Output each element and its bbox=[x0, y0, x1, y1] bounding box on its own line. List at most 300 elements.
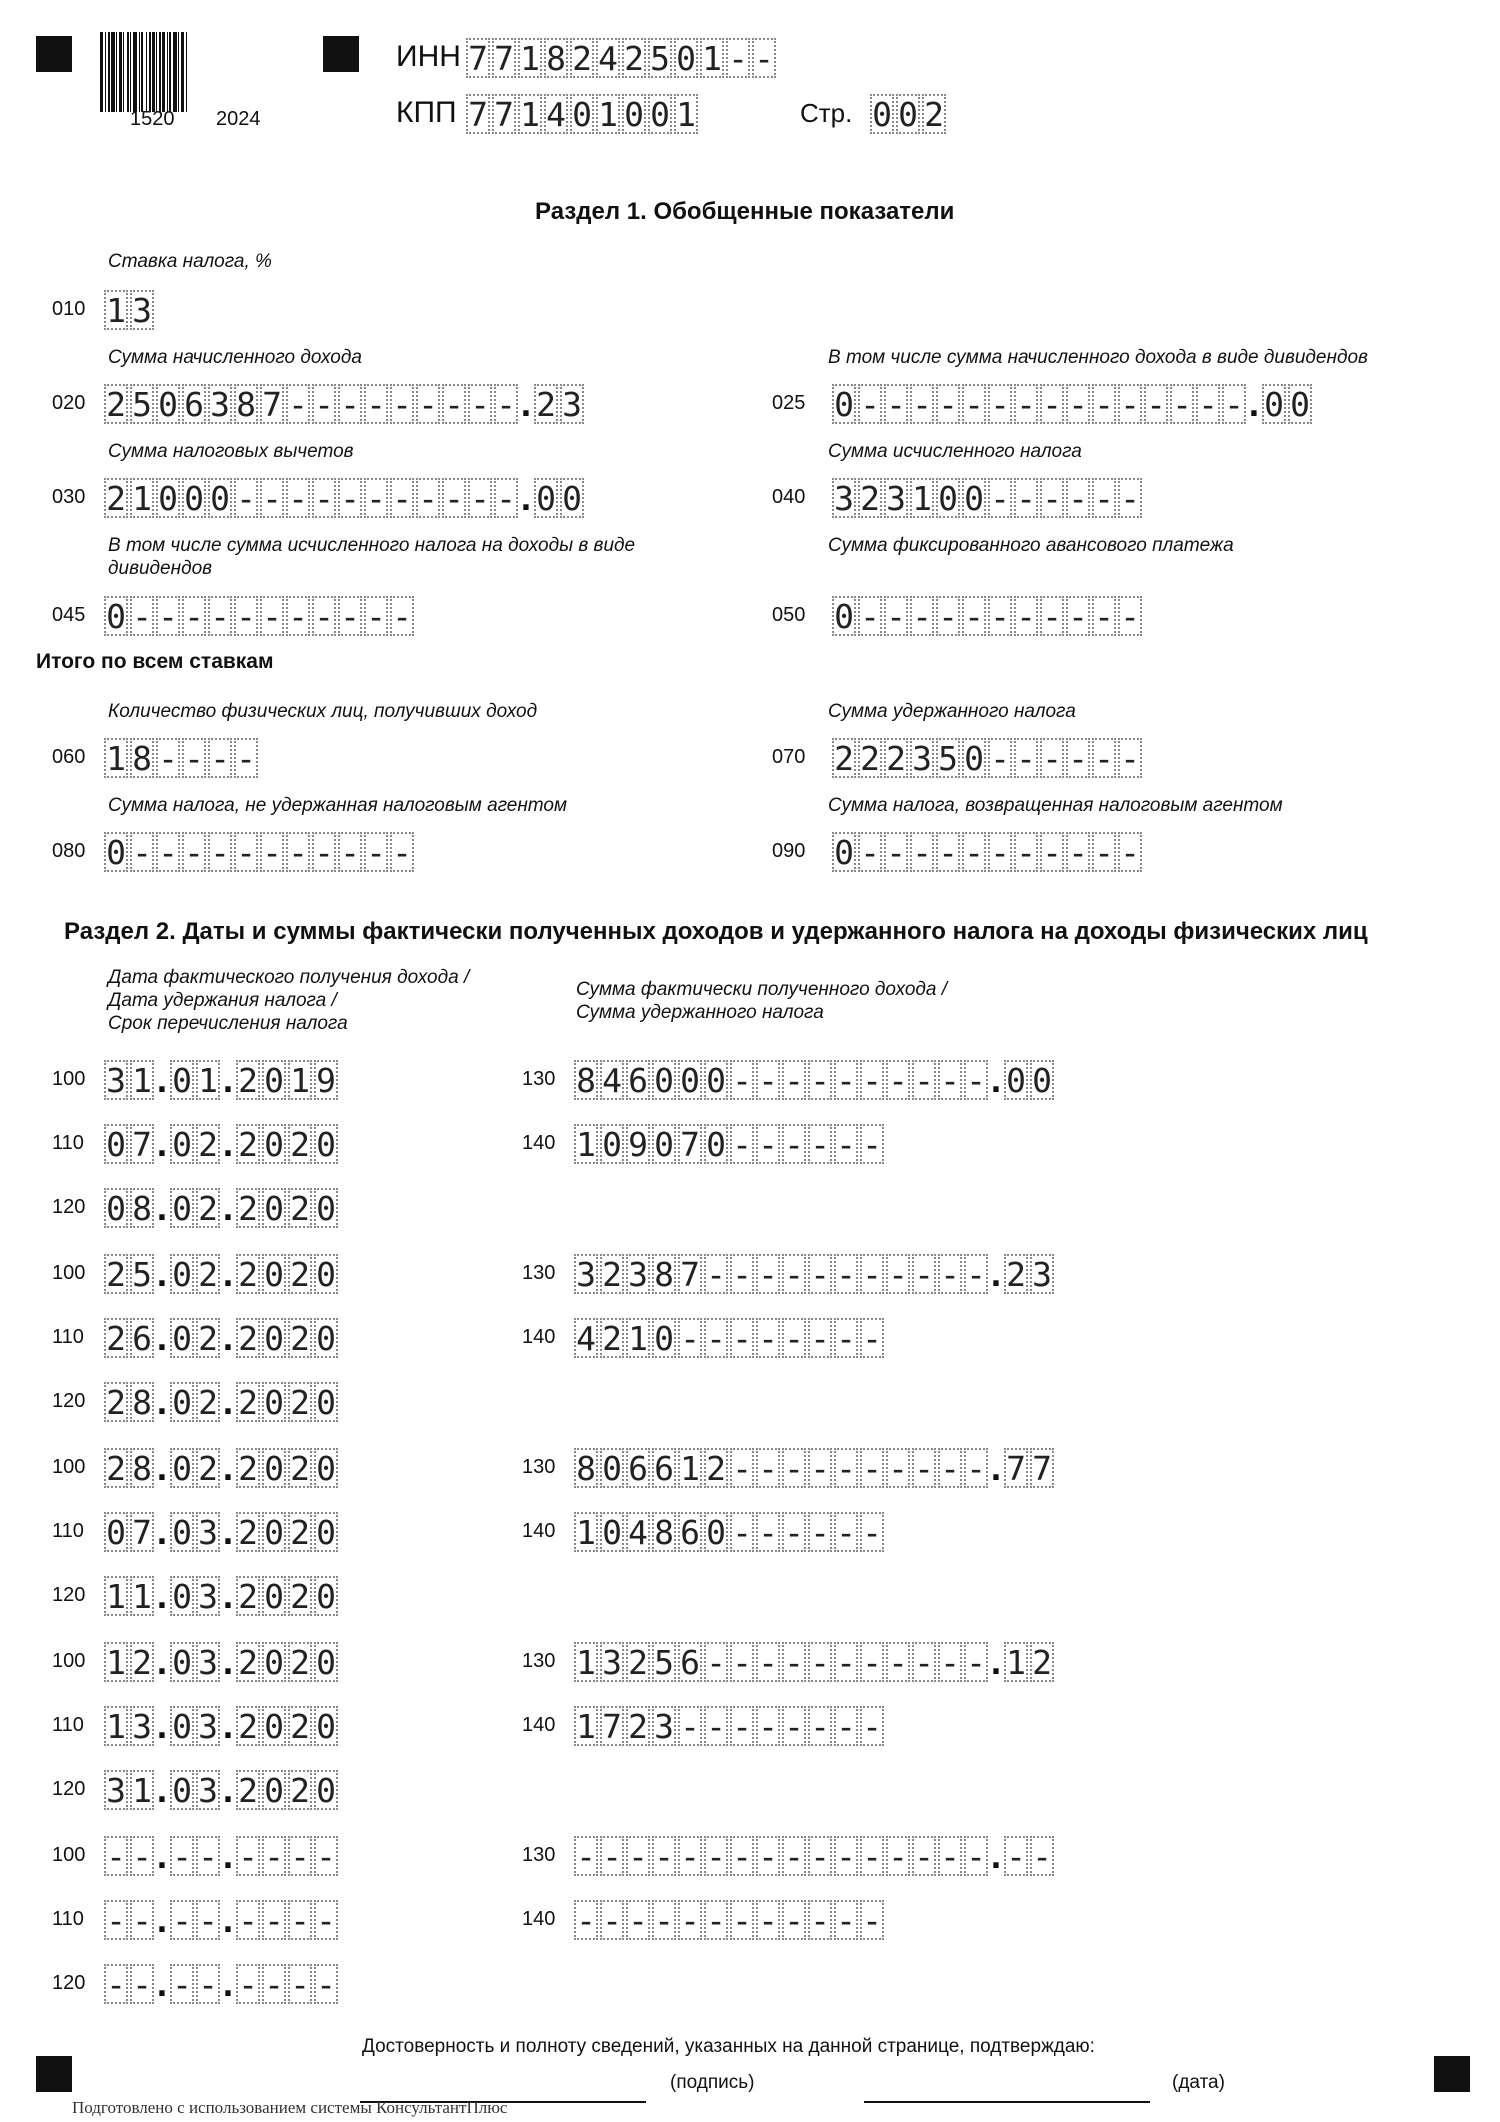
date-110-cell: 3 bbox=[130, 1706, 154, 1746]
date-separator: . bbox=[156, 1129, 168, 1164]
field-020-cell: - bbox=[338, 384, 362, 424]
withheld-tax-cell: - bbox=[704, 1900, 728, 1940]
line-code-120: 120 bbox=[52, 1196, 86, 1218]
date-120-cell: 2 bbox=[236, 1188, 260, 1228]
date-caption: (дата) bbox=[1172, 2072, 1225, 2093]
field-090-cell: - bbox=[988, 832, 1012, 872]
date-100-cell: 1 bbox=[288, 1060, 312, 1100]
withheld-tax-cell: - bbox=[600, 1900, 624, 1940]
date-110-cell: 6 bbox=[130, 1318, 154, 1358]
field-050-cell: - bbox=[988, 596, 1012, 636]
date-100-cell: 2 bbox=[288, 1448, 312, 1488]
date-field-100[interactable] bbox=[104, 1254, 340, 1294]
income-amount-cell: - bbox=[912, 1642, 936, 1682]
field-040[interactable] bbox=[832, 478, 1144, 518]
line-code-110: 110 bbox=[52, 1132, 84, 1154]
field-040-cell: - bbox=[1014, 478, 1038, 518]
line-code-070: 070 bbox=[772, 746, 806, 768]
withheld-tax-field[interactable] bbox=[574, 1706, 886, 1746]
field-090-label: Сумма налога, возвращенная налоговым агентом bbox=[828, 795, 1283, 816]
date-field-110[interactable] bbox=[104, 1512, 340, 1552]
income-amount-cell: - bbox=[860, 1060, 884, 1100]
field-050-cell: - bbox=[1014, 596, 1038, 636]
field-070-cell: 5 bbox=[936, 738, 960, 778]
date-110-cell: 0 bbox=[104, 1512, 128, 1552]
date-separator: . bbox=[222, 1259, 234, 1294]
field-080[interactable] bbox=[104, 832, 416, 872]
date-110-cell: - bbox=[262, 1900, 286, 1940]
kpp-cell: 0 bbox=[570, 94, 594, 134]
line-code-020: 020 bbox=[52, 392, 86, 414]
date-field-100[interactable] bbox=[104, 1448, 340, 1488]
field-040-cell: - bbox=[1092, 478, 1116, 518]
date-100-cell: 3 bbox=[104, 1060, 128, 1100]
withheld-tax-cell: - bbox=[730, 1512, 754, 1552]
date-110-cell: - bbox=[104, 1900, 128, 1940]
income-amount-cell: - bbox=[834, 1254, 858, 1294]
field-030-cell: 0 bbox=[208, 478, 232, 518]
line-code-110: 110 bbox=[52, 1326, 84, 1348]
field-040-cell: 0 bbox=[936, 478, 960, 518]
field-070-cell: - bbox=[1066, 738, 1090, 778]
page-cell: 0 bbox=[870, 94, 894, 134]
income-amount-cell: - bbox=[730, 1642, 754, 1682]
date-120-cell: 2 bbox=[236, 1382, 260, 1422]
income-amount-cell: - bbox=[782, 1642, 806, 1682]
income-amount-cell: - bbox=[756, 1836, 780, 1876]
field-030-label: Сумма налоговых вычетов bbox=[108, 441, 354, 462]
field-050-cell: - bbox=[858, 596, 882, 636]
date-100-cell: 0 bbox=[262, 1254, 286, 1294]
date-120-cell: 3 bbox=[196, 1770, 220, 1810]
date-120-cell: 2 bbox=[288, 1770, 312, 1810]
line-code-080: 080 bbox=[52, 840, 86, 862]
income-kopecks-cell: 7 bbox=[1030, 1448, 1054, 1488]
income-amount-cell: 0 bbox=[600, 1448, 624, 1488]
field-050-cell: - bbox=[884, 596, 908, 636]
line-code-130: 130 bbox=[522, 1068, 556, 1090]
field-045[interactable] bbox=[104, 596, 416, 636]
income-amount-cell: - bbox=[678, 1836, 702, 1876]
date-field-100[interactable] bbox=[104, 1836, 340, 1876]
barcode bbox=[100, 32, 290, 112]
line-code-110: 110 bbox=[52, 1520, 84, 1542]
date-100-cell: 2 bbox=[288, 1642, 312, 1682]
date-100-cell: 2 bbox=[130, 1642, 154, 1682]
income-amount-cell: 2 bbox=[704, 1448, 728, 1488]
withheld-tax-cell: - bbox=[704, 1706, 728, 1746]
date-120-cell: 1 bbox=[130, 1770, 154, 1810]
date-100-cell: 9 bbox=[314, 1060, 338, 1100]
income-amount-cell: - bbox=[782, 1060, 806, 1100]
date-field-120[interactable] bbox=[104, 1964, 340, 2004]
line-code-140: 140 bbox=[522, 1908, 556, 1930]
income-amount-cell: 1 bbox=[574, 1642, 598, 1682]
income-amount-cell: - bbox=[808, 1254, 832, 1294]
date-100-cell: 0 bbox=[170, 1642, 194, 1682]
field-025-cell: - bbox=[988, 384, 1012, 424]
date-110-cell: 0 bbox=[262, 1124, 286, 1164]
income-amount-field[interactable] bbox=[574, 1836, 1056, 1876]
income-kopecks-cell: 2 bbox=[1030, 1642, 1054, 1682]
field-090-cell: - bbox=[1118, 832, 1142, 872]
line-code-100: 100 bbox=[52, 1650, 86, 1672]
withheld-tax-cell: - bbox=[834, 1512, 858, 1552]
withheld-tax-cell: - bbox=[626, 1900, 650, 1940]
date-120-cell: 8 bbox=[130, 1188, 154, 1228]
date-120-cell: 3 bbox=[104, 1770, 128, 1810]
date-120-cell: 0 bbox=[314, 1576, 338, 1616]
field-025[interactable] bbox=[832, 384, 1314, 424]
field-020-cell: 7 bbox=[260, 384, 284, 424]
date-110-cell: - bbox=[196, 1900, 220, 1940]
withheld-tax-cell: - bbox=[782, 1318, 806, 1358]
field-020[interactable] bbox=[104, 384, 586, 424]
withheld-tax-cell: 6 bbox=[678, 1512, 702, 1552]
withheld-tax-cell: - bbox=[756, 1124, 780, 1164]
prepared-note: Подготовлено с использованием системы КонсультантПлюс bbox=[72, 2098, 508, 2117]
field-030-kopecks-cell: 0 bbox=[560, 478, 584, 518]
field-030-cell: - bbox=[364, 478, 388, 518]
date-120-cell: 0 bbox=[314, 1770, 338, 1810]
date-separator: . bbox=[156, 1581, 168, 1616]
withheld-tax-cell: 7 bbox=[600, 1706, 624, 1746]
field-090-cell: - bbox=[936, 832, 960, 872]
income-amount-cell: - bbox=[938, 1448, 962, 1488]
income-amount-cell: - bbox=[886, 1254, 910, 1294]
line-code-045: 045 bbox=[52, 604, 86, 626]
field-025-cell: 0 bbox=[832, 384, 856, 424]
withheld-tax-cell: 4 bbox=[626, 1512, 650, 1552]
date-separator: . bbox=[156, 1193, 168, 1228]
field-090-cell: - bbox=[858, 832, 882, 872]
withheld-tax-cell: - bbox=[808, 1512, 832, 1552]
field-050-label: Сумма фиксированного авансового платежа bbox=[828, 535, 1234, 556]
field-070-cell: 0 bbox=[962, 738, 986, 778]
field-020-cell: 8 bbox=[234, 384, 258, 424]
field-070-cell: - bbox=[1118, 738, 1142, 778]
field-050-cell: - bbox=[1040, 596, 1064, 636]
field-080-cell: - bbox=[130, 832, 154, 872]
income-kopecks-cell: - bbox=[1030, 1836, 1054, 1876]
date-110-cell: 2 bbox=[288, 1706, 312, 1746]
field-030-cell: - bbox=[390, 478, 414, 518]
date-120-cell: - bbox=[196, 1964, 220, 2004]
line-code-120: 120 bbox=[52, 1972, 86, 1994]
line-code-040: 040 bbox=[772, 486, 806, 508]
date-100-cell: - bbox=[262, 1836, 286, 1876]
withheld-tax-cell: - bbox=[782, 1900, 806, 1940]
page-cell: 2 bbox=[922, 94, 946, 134]
line-code-010: 010 bbox=[52, 298, 86, 320]
income-amount-cell: - bbox=[834, 1060, 858, 1100]
field-040-cell: - bbox=[1040, 478, 1064, 518]
income-amount-cell: - bbox=[808, 1448, 832, 1488]
date-110-cell: 1 bbox=[104, 1706, 128, 1746]
field-060-cell: - bbox=[156, 738, 180, 778]
field-090-cell: - bbox=[884, 832, 908, 872]
kpp-field[interactable] bbox=[466, 94, 700, 134]
date-100-cell: - bbox=[196, 1836, 220, 1876]
field-030-cell: - bbox=[416, 478, 440, 518]
income-kopecks-cell: - bbox=[1004, 1836, 1028, 1876]
income-amount-cell: 6 bbox=[626, 1060, 650, 1100]
field-045-cell: 0 bbox=[104, 596, 128, 636]
field-025-cell: - bbox=[1092, 384, 1116, 424]
line-code-140: 140 bbox=[522, 1132, 556, 1154]
income-amount-cell: 6 bbox=[678, 1642, 702, 1682]
field-030-cell: - bbox=[260, 478, 284, 518]
inn-cell: 5 bbox=[648, 38, 672, 78]
field-030-cell: - bbox=[494, 478, 518, 518]
date-120-cell: - bbox=[314, 1964, 338, 2004]
date-120-cell: 2 bbox=[288, 1576, 312, 1616]
income-amount-field[interactable] bbox=[574, 1060, 1056, 1100]
income-amount-cell: - bbox=[938, 1836, 962, 1876]
date-120-cell: - bbox=[130, 1964, 154, 2004]
withheld-tax-cell: - bbox=[860, 1512, 884, 1552]
line-code-050: 050 bbox=[772, 604, 806, 626]
withheld-tax-cell: - bbox=[730, 1706, 754, 1746]
inn-cell: 2 bbox=[570, 38, 594, 78]
withheld-tax-cell: - bbox=[756, 1706, 780, 1746]
date-separator: . bbox=[222, 1387, 234, 1422]
date-110-cell: 0 bbox=[170, 1318, 194, 1358]
withheld-tax-field[interactable] bbox=[574, 1318, 886, 1358]
withheld-tax-cell: - bbox=[860, 1124, 884, 1164]
date-field-110[interactable] bbox=[104, 1900, 340, 1940]
line-code-030: 030 bbox=[52, 486, 86, 508]
corner-marker-top-center bbox=[323, 36, 359, 72]
income-amount-field[interactable] bbox=[574, 1448, 1056, 1488]
income-amount-cell: 6 bbox=[652, 1448, 676, 1488]
date-120-cell: 1 bbox=[104, 1576, 128, 1616]
line-code-090: 090 bbox=[772, 840, 806, 862]
date-120-cell: 0 bbox=[170, 1188, 194, 1228]
income-amount-cell: 3 bbox=[600, 1642, 624, 1682]
date-120-cell: 0 bbox=[262, 1188, 286, 1228]
line-code-110: 110 bbox=[52, 1908, 84, 1930]
date-field-110[interactable] bbox=[104, 1706, 340, 1746]
withheld-tax-cell: - bbox=[652, 1900, 676, 1940]
date-120-cell: 0 bbox=[170, 1382, 194, 1422]
date-110-cell: 0 bbox=[170, 1706, 194, 1746]
withheld-tax-field[interactable] bbox=[574, 1900, 886, 1940]
date-120-cell: 2 bbox=[196, 1382, 220, 1422]
field-060-cell: 1 bbox=[104, 738, 128, 778]
date-separator: . bbox=[156, 1905, 168, 1940]
kpp-cell: 1 bbox=[596, 94, 620, 134]
date-120-cell: 1 bbox=[130, 1576, 154, 1616]
date-100-cell: 0 bbox=[314, 1254, 338, 1294]
field-020-cell: 5 bbox=[130, 384, 154, 424]
withheld-tax-cell: 2 bbox=[626, 1706, 650, 1746]
income-amount-cell: - bbox=[808, 1836, 832, 1876]
inn-cell: - bbox=[726, 38, 750, 78]
field-020-kopecks-cell: 2 bbox=[534, 384, 558, 424]
date-separator: . bbox=[222, 1581, 234, 1616]
field-040-cell: - bbox=[988, 478, 1012, 518]
inn-field[interactable] bbox=[466, 38, 778, 78]
income-amount-field[interactable] bbox=[574, 1254, 1056, 1294]
date-field-120[interactable] bbox=[104, 1576, 340, 1616]
field-070-cell: - bbox=[988, 738, 1012, 778]
date-100-cell: 0 bbox=[262, 1642, 286, 1682]
field-025-kopecks-cell: 0 bbox=[1262, 384, 1286, 424]
date-120-cell: 0 bbox=[262, 1770, 286, 1810]
date-110-cell: 7 bbox=[130, 1124, 154, 1164]
decimal-point: . bbox=[1248, 389, 1260, 424]
withheld-tax-cell: - bbox=[704, 1318, 728, 1358]
date-110-cell: 0 bbox=[262, 1512, 286, 1552]
line-code-130: 130 bbox=[522, 1262, 556, 1284]
withheld-tax-cell: 1 bbox=[574, 1512, 598, 1552]
income-amount-field[interactable] bbox=[574, 1642, 1056, 1682]
field-040-cell: - bbox=[1118, 478, 1142, 518]
date-field-120[interactable] bbox=[104, 1770, 340, 1810]
field-030-cell: - bbox=[338, 478, 362, 518]
inn-cell: 7 bbox=[466, 38, 490, 78]
field-025-cell: - bbox=[1222, 384, 1246, 424]
field-020-cell: - bbox=[390, 384, 414, 424]
income-amount-cell: - bbox=[730, 1836, 754, 1876]
date-100-cell: - bbox=[104, 1836, 128, 1876]
withheld-tax-cell: 1 bbox=[574, 1124, 598, 1164]
field-025-cell: - bbox=[1144, 384, 1168, 424]
date-field-110[interactable] bbox=[104, 1124, 340, 1164]
date-100-cell: 2 bbox=[236, 1448, 260, 1488]
decimal-point: . bbox=[520, 483, 532, 518]
field-050-cell: - bbox=[910, 596, 934, 636]
field-030[interactable] bbox=[104, 478, 586, 518]
line-code-130: 130 bbox=[522, 1456, 556, 1478]
date-field-110[interactable] bbox=[104, 1318, 340, 1358]
field-025-cell: - bbox=[1040, 384, 1064, 424]
field-080-cell: - bbox=[156, 832, 180, 872]
corner-marker-bottom-right bbox=[1434, 2056, 1470, 2092]
date-field-100[interactable] bbox=[104, 1060, 340, 1100]
date-110-cell: 0 bbox=[262, 1706, 286, 1746]
confirmation-text: Достоверность и полноту сведений, указанных на данной странице, подтверждаю: bbox=[362, 2036, 1095, 2057]
field-030-cell: - bbox=[442, 478, 466, 518]
field-050[interactable] bbox=[832, 596, 1144, 636]
line-code-140: 140 bbox=[522, 1520, 556, 1542]
withheld-tax-cell: - bbox=[756, 1900, 780, 1940]
income-amount-cell: - bbox=[808, 1060, 832, 1100]
date-100-cell: 2 bbox=[236, 1060, 260, 1100]
date-110-cell: 3 bbox=[196, 1706, 220, 1746]
field-070[interactable] bbox=[832, 738, 1144, 778]
field-090-cell: - bbox=[1040, 832, 1064, 872]
income-amount-cell: - bbox=[860, 1642, 884, 1682]
income-amount-cell: - bbox=[886, 1060, 910, 1100]
date-line[interactable] bbox=[864, 2101, 1150, 2103]
date-field-100[interactable] bbox=[104, 1642, 340, 1682]
field-060-cell: 8 bbox=[130, 738, 154, 778]
kpp-cell: 4 bbox=[544, 94, 568, 134]
kpp-cell: 0 bbox=[648, 94, 672, 134]
field-025-cell: - bbox=[910, 384, 934, 424]
income-amount-cell: - bbox=[912, 1254, 936, 1294]
section2-col2-header-line1: Сумма фактически полученного дохода / bbox=[576, 979, 948, 1000]
field-025-cell: - bbox=[1196, 384, 1220, 424]
page-number-field[interactable] bbox=[870, 94, 948, 134]
withheld-tax-field[interactable] bbox=[574, 1124, 886, 1164]
income-amount-cell: - bbox=[860, 1448, 884, 1488]
field-090[interactable] bbox=[832, 832, 1144, 872]
date-100-cell: 1 bbox=[104, 1642, 128, 1682]
field-025-cell: - bbox=[858, 384, 882, 424]
income-amount-cell: 2 bbox=[626, 1642, 650, 1682]
date-separator: . bbox=[156, 1259, 168, 1294]
date-separator: . bbox=[156, 1323, 168, 1358]
decimal-point: . bbox=[990, 1453, 1002, 1488]
date-100-cell: 0 bbox=[314, 1448, 338, 1488]
withheld-tax-cell: - bbox=[834, 1124, 858, 1164]
field-090-cell: - bbox=[962, 832, 986, 872]
field-030-kopecks-cell: 0 bbox=[534, 478, 558, 518]
field-025-cell: - bbox=[1066, 384, 1090, 424]
date-120-cell: 2 bbox=[196, 1188, 220, 1228]
income-amount-cell: - bbox=[964, 1060, 988, 1100]
withheld-tax-field[interactable] bbox=[574, 1512, 886, 1552]
line-code-140: 140 bbox=[522, 1326, 556, 1348]
withheld-tax-cell: 0 bbox=[600, 1512, 624, 1552]
date-field-120[interactable] bbox=[104, 1188, 340, 1228]
date-separator: . bbox=[156, 1453, 168, 1488]
date-separator: . bbox=[156, 1647, 168, 1682]
income-amount-cell: - bbox=[756, 1060, 780, 1100]
date-100-cell: 2 bbox=[236, 1254, 260, 1294]
date-100-cell: 2 bbox=[196, 1254, 220, 1294]
date-110-cell: 0 bbox=[170, 1512, 194, 1552]
income-amount-cell: - bbox=[912, 1836, 936, 1876]
date-110-cell: 0 bbox=[262, 1318, 286, 1358]
income-kopecks-cell: 0 bbox=[1030, 1060, 1054, 1100]
income-amount-cell: - bbox=[964, 1254, 988, 1294]
withheld-tax-cell: - bbox=[808, 1706, 832, 1746]
section2-col1-header-line2: Дата удержания налога / bbox=[108, 990, 337, 1011]
field-010[interactable] bbox=[104, 290, 156, 330]
inn-label: ИНН bbox=[396, 40, 461, 73]
income-kopecks-cell: 1 bbox=[1004, 1642, 1028, 1682]
income-amount-cell: - bbox=[730, 1060, 754, 1100]
withheld-tax-cell: - bbox=[808, 1318, 832, 1358]
withheld-tax-cell: - bbox=[730, 1124, 754, 1164]
field-030-cell: - bbox=[286, 478, 310, 518]
field-030-cell: - bbox=[468, 478, 492, 518]
field-020-cell: - bbox=[494, 384, 518, 424]
date-120-cell: 0 bbox=[314, 1382, 338, 1422]
field-025-cell: - bbox=[962, 384, 986, 424]
line-code-130: 130 bbox=[522, 1844, 556, 1866]
withheld-tax-cell: 9 bbox=[626, 1124, 650, 1164]
withheld-tax-cell: 1 bbox=[626, 1318, 650, 1358]
inn-cell: 7 bbox=[492, 38, 516, 78]
withheld-tax-cell: - bbox=[678, 1318, 702, 1358]
date-field-120[interactable] bbox=[104, 1382, 340, 1422]
income-amount-cell: - bbox=[938, 1642, 962, 1682]
line-code-060: 060 bbox=[52, 746, 86, 768]
date-120-cell: 2 bbox=[236, 1576, 260, 1616]
date-120-cell: - bbox=[262, 1964, 286, 2004]
field-060-label: Количество физических лиц, получивших доход bbox=[108, 701, 538, 722]
section2-col2-header-line2: Сумма удержанного налога bbox=[576, 1002, 824, 1023]
withheld-tax-cell: - bbox=[782, 1512, 806, 1552]
field-060[interactable] bbox=[104, 738, 260, 778]
date-110-cell: 2 bbox=[236, 1512, 260, 1552]
field-070-cell: - bbox=[1092, 738, 1116, 778]
